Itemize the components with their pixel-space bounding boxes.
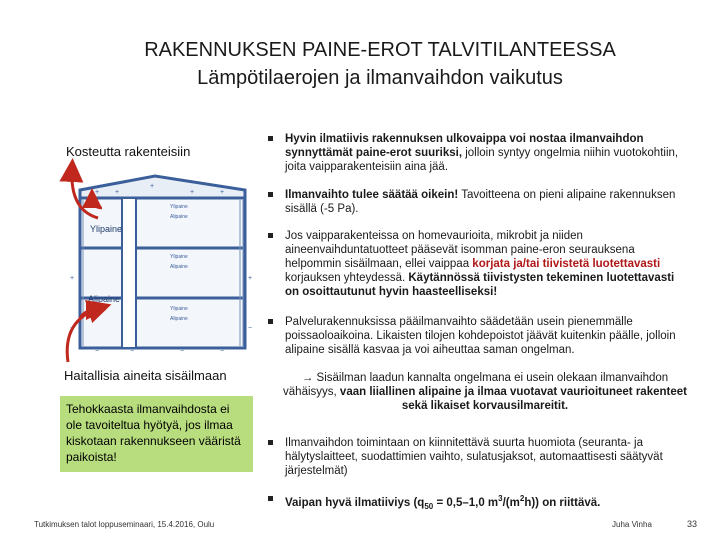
- bullet-marker: [268, 440, 273, 445]
- bullet-highlight: korjata ja/tai tiivistetä luotettavasti: [472, 258, 661, 270]
- svg-text:−: −: [220, 348, 225, 355]
- svg-text:+: +: [190, 189, 195, 196]
- airtightness-text: Vaipan hyvä ilmatiiviys (q: [285, 496, 425, 509]
- bullet-text: Tavoitteena on pieni alipaine rakennuksen sisällä (-5 Pa).: [285, 189, 676, 215]
- bullet-text: Ilmanvaihdon toimintaan on kiinnitettävä suurta huomiota (seuranta- ja hälytyslaitteet, suodattimien vaihto, sulatusjaksot, automaattisesti säätyvät järjestelmät): [285, 437, 663, 477]
- bullet-item: [268, 436, 688, 478]
- footer-author: Juha Vinha: [612, 520, 652, 529]
- airtightness-subscript: 50: [424, 502, 434, 512]
- bullet-marker: [268, 192, 273, 197]
- title-line-1: RAKENNUKSEN PAINE-EROT TALVITILANTEESSA: [144, 39, 616, 61]
- bullet-item: [268, 229, 688, 299]
- bullet-item: [268, 132, 688, 174]
- sub-point-text: → Sisäilman laadun kannalta ongelmana ei usein olekaan ilmanvaihdon vähäisyys,: [283, 372, 669, 398]
- bullet-marker: [268, 496, 273, 501]
- airtightness-text: h)) on riittävä.: [524, 496, 601, 509]
- building-outline: [80, 198, 245, 348]
- svg-text:−: −: [130, 348, 135, 355]
- bullet-marker: [268, 319, 273, 324]
- svg-text:+: +: [150, 183, 155, 190]
- bullet-emphasis: Hyvin ilmatiivis rakennuksen ulkovaippa voi nostaa ilmanvaihdon synnyttämät paine-erot suuriksi,: [285, 133, 644, 159]
- small-label-ylipaine: Ylipaine: [170, 254, 188, 260]
- small-label-alipaine: Alipaine: [170, 214, 188, 220]
- svg-text:−: −: [180, 348, 185, 355]
- bullet-text: jolloin syntyy ongelmia niihin vuotokohtiin, joita vaipparakenteisiin aina jää.: [285, 147, 679, 173]
- bullet-text: korjauksen yhteydessä.: [285, 272, 409, 284]
- label-moisture: Kosteutta rakenteisiin: [66, 144, 191, 159]
- svg-text:+: +: [115, 189, 120, 196]
- bullet-item: [268, 492, 688, 514]
- svg-text:+: +: [248, 275, 253, 282]
- small-label-alipaine: Alipaine: [170, 264, 188, 270]
- svg-text:−: −: [70, 325, 75, 332]
- callout-box: Tehokkaasta ilmanvaihdosta ei ole tavoiteltua hyötyä, jos ilmaa kiskotaan rakennukseen vääristä paikoista!: [60, 396, 253, 472]
- svg-text:−: −: [95, 348, 100, 355]
- small-label-ylipaine: Ylipaine: [170, 306, 188, 312]
- bullet-marker: [268, 136, 273, 141]
- page-number: 33: [687, 519, 698, 529]
- small-label-alipaine: Alipaine: [170, 316, 188, 322]
- footer-event: Tutkimuksen talot loppuseminaari, 15.4.2016, Oulu: [34, 520, 215, 529]
- label-underpressure: Alipaine: [88, 294, 121, 304]
- svg-text:+: +: [95, 189, 100, 196]
- label-harmful-substances: Haitallisia aineita sisäilmaan: [64, 368, 227, 383]
- pressure-diagram: [40, 150, 270, 375]
- bullet-item: [268, 188, 688, 216]
- svg-text:+: +: [70, 275, 75, 282]
- airtightness-superscript: 3: [498, 494, 503, 503]
- bullet-text: Jos vaipparakenteissa on homevaurioita, mikrobit ja niiden aineenvaihduntatuotteet pääsevät isomman paine-eron seurauksena helpommin sisäilmaan, ellei vaippaa: [285, 230, 635, 270]
- small-label-ylipaine: Ylipaine: [170, 204, 188, 210]
- bullet-emphasis: Käytännössä tiivistysten tekeminen luotettavasti on osoittautunut hyvin haasteelliseksi!: [285, 272, 675, 298]
- sub-point: [280, 371, 690, 413]
- stair-shaft: [122, 198, 136, 348]
- airtightness-superscript: 2: [519, 494, 525, 503]
- sub-point-emphasis: vaan liiallinen alipaine ja ilmaa vuotavat vaurioituneet rakenteet sekä likaiset korvausilmareitit.: [339, 386, 687, 412]
- airtightness-text: = 0,5–1,0 m: [433, 496, 499, 509]
- bullet-marker: [268, 233, 273, 238]
- slide-title: [0, 36, 720, 92]
- title-line-2: Lämpötilaerojen ja ilmanvaihdon vaikutus: [197, 67, 563, 89]
- bullet-item: [268, 315, 688, 357]
- bullet-emphasis: Ilmanvaihto tulee säätää oikein!: [285, 189, 459, 201]
- airtightness-text: /(m: [502, 496, 520, 509]
- svg-text:−: −: [248, 325, 253, 332]
- bullet-text: Palvelurakennuksissa pääilmanvaihto säädetään usein pienemmälle poissaoloaikoina. Likaisten tilojen kohdepoistot jäävät kuitenkin päälle, jolloin alipaine sisällä kasvaa ja voi aiheuttaa saman ongelman.: [285, 316, 676, 356]
- label-overpressure: Ylipaine: [90, 224, 123, 234]
- svg-text:+: +: [220, 189, 225, 196]
